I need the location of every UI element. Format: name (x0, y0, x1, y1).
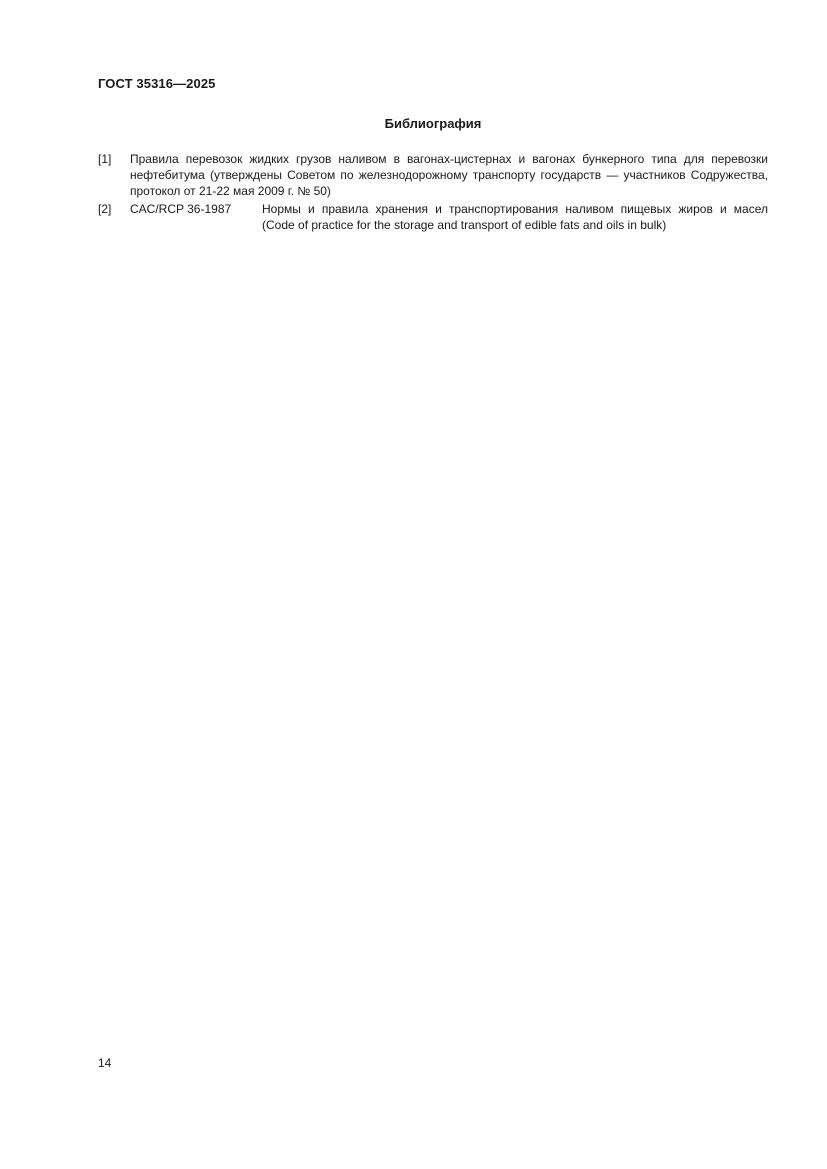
bibliography-entry-number: [2] (98, 202, 112, 216)
bibliography-entry-text: Правила перевозок жидких грузов наливом в вагонах-цистернах и вагонах бункерного типа для перевозки нефтебитума (утверждены Советом по железнодорожному транспорту государств — участников Содружества, протокол от 21-22 мая 2009 г. № 50) (130, 152, 768, 198)
bibliography-entry-number: [1] (98, 152, 112, 166)
bibliography-entry (98, 201, 768, 233)
bibliography-entry-title-ru: Нормы и правила хранения и транспортирования наливом пищевых жиров и масел (262, 202, 768, 216)
bibliography-entry (98, 151, 768, 199)
bibliography-entry-description (262, 201, 768, 233)
bibliography-list (98, 151, 768, 235)
bibliography-entry-code: CAC/RCP 36-1987 (130, 202, 232, 216)
page-number: 14 (98, 1056, 112, 1070)
section-title: Библиография (384, 116, 482, 131)
document-header-id: ГОСТ 35316—2025 (98, 76, 216, 91)
bibliography-entry-title-en: (Code of practice for the storage and transport of edible fats and oils in bulk) (262, 218, 667, 232)
